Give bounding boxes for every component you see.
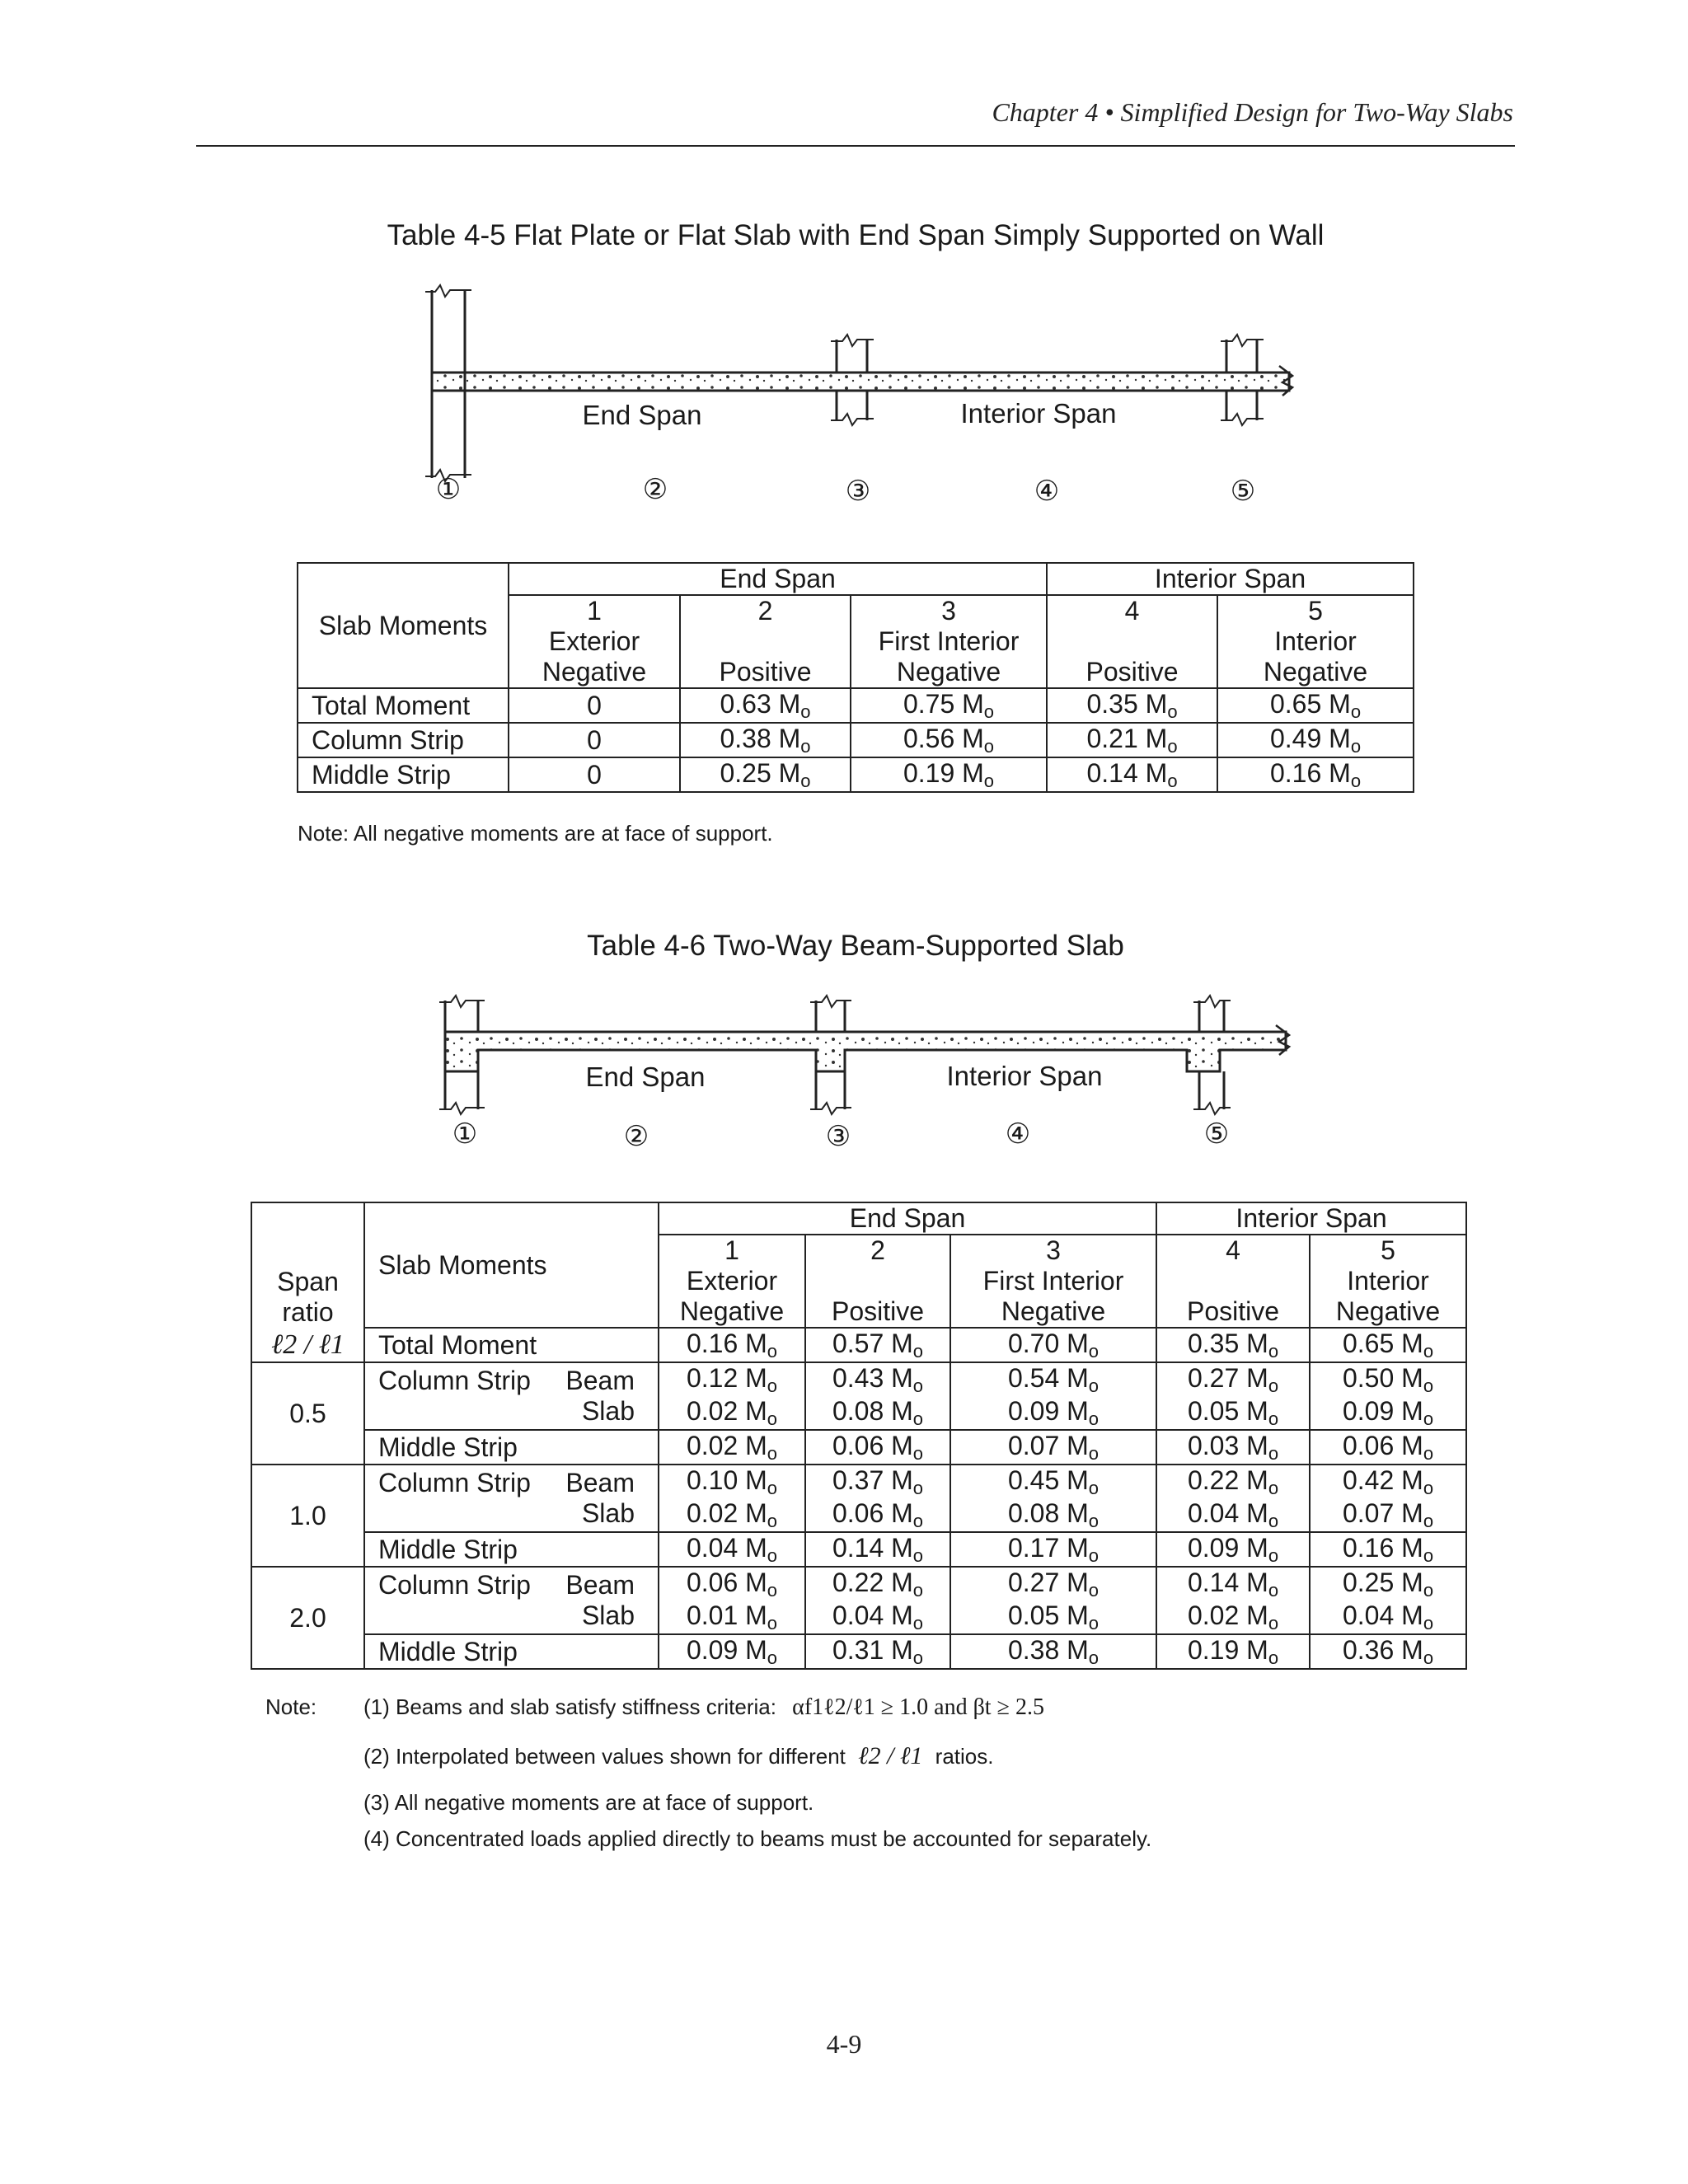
interior-span-header: Interior Span: [1156, 1202, 1466, 1235]
cell: 0.09 Mo: [659, 1634, 805, 1669]
slab-moments-header: Slab Moments: [298, 563, 509, 688]
marker-5: ⑤: [1203, 1118, 1230, 1150]
interior-span-label: Interior Span: [946, 1061, 1103, 1091]
marker-5: ⑤: [1230, 476, 1256, 507]
row-label: Total Moment: [298, 688, 509, 723]
col-header-5: 5 Interior Negative: [1310, 1235, 1466, 1328]
cell: 0.42 Mo 0.07 Mo: [1310, 1465, 1466, 1532]
cell: 0.27 Mo 0.05 Mo: [1156, 1362, 1310, 1430]
table-4-5-title: Table 4-5 Flat Plate or Flat Slab with End Span Simply Supported on Wall: [387, 219, 1325, 251]
cell: 0.04 Mo: [659, 1532, 805, 1567]
cell: 0.12 Mo 0.02 Mo: [659, 1362, 805, 1430]
cell: 0.16 Mo: [1310, 1532, 1466, 1567]
cell: 0.63 Mo: [680, 688, 851, 723]
table-4-5-diagram: [412, 280, 1319, 527]
cell: 0.22 Mo 0.04 Mo: [805, 1567, 950, 1634]
cell: 0.16 Mo: [659, 1328, 805, 1362]
end-span-label: End Span: [582, 400, 702, 430]
cell: 0.65 Mo: [1217, 688, 1414, 723]
cell: 0.14 Mo 0.02 Mo: [1156, 1567, 1310, 1634]
column-strip-label: Column Strip Beam Slab: [364, 1362, 659, 1430]
cell: 0.70 Mo: [950, 1328, 1156, 1362]
table-4-5-note: Note: All negative moments are at face of support.: [298, 821, 773, 846]
notes-label: Note:: [265, 1694, 317, 1719]
marker-4: ④: [1034, 476, 1060, 507]
end-span-label: End Span: [585, 1062, 706, 1092]
note-2: (2) Interpolated between values shown for different ℓ2 / ℓ1 ratios.: [363, 1742, 994, 1769]
col-header-3: 3 First Interior Negative: [950, 1235, 1156, 1328]
cell: 0: [509, 723, 680, 757]
marker-2: ②: [623, 1121, 649, 1152]
cell: 0.57 Mo: [805, 1328, 950, 1362]
col-header-1: 1 Exterior Negative: [659, 1235, 805, 1328]
cell: 0.45 Mo 0.08 Mo: [950, 1465, 1156, 1532]
row-label: Middle Strip: [364, 1532, 659, 1567]
cell: 0.35 Mo: [1156, 1328, 1310, 1362]
cell: 0.35 Mo: [1047, 688, 1217, 723]
header-rule: [196, 145, 1515, 147]
row-label: Total Moment: [364, 1328, 659, 1362]
note-4: (4) Concentrated loads applied directly to beams must be accounted for separately.: [363, 1826, 1152, 1851]
cell: 0.06 Mo: [805, 1430, 950, 1465]
ratio-symbol: ℓ2 / ℓ1: [251, 1328, 364, 1362]
table-row: [251, 1362, 1466, 1430]
span-ratio-value: 0.5: [251, 1362, 364, 1465]
row-label: Middle Strip: [364, 1634, 659, 1669]
table-row: [251, 1465, 1466, 1532]
row-label: Middle Strip: [298, 757, 509, 792]
col-header-2: 2 Positive: [680, 595, 851, 688]
cell: 0.14 Mo: [805, 1532, 950, 1567]
span-ratio-header: Span ratio: [251, 1202, 364, 1328]
cell: 0.17 Mo: [950, 1532, 1156, 1567]
cell: 0.25 Mo 0.04 Mo: [1310, 1567, 1466, 1634]
cell: 0.19 Mo: [851, 757, 1047, 792]
marker-1: ①: [435, 474, 462, 505]
row-label: Middle Strip: [364, 1430, 659, 1465]
running-head: Chapter 4 • Simplified Design for Two-Way Slabs: [992, 97, 1513, 127]
note-3: (3) All negative moments are at face of support.: [363, 1790, 814, 1815]
span-ratio-value: 2.0: [251, 1567, 364, 1669]
table-row: [298, 688, 1414, 723]
note-1-formula: αf1ℓ2/ℓ1 ≥ 1.0 and βt ≥ 2.5: [792, 1694, 1044, 1720]
cell: 0.65 Mo: [1310, 1328, 1466, 1362]
col-header-3: 3 First Interior Negative: [851, 595, 1047, 688]
cell: 0.75 Mo: [851, 688, 1047, 723]
cell: 0.38 Mo: [950, 1634, 1156, 1669]
cell: 0.21 Mo: [1047, 723, 1217, 757]
cell: 0.56 Mo: [851, 723, 1047, 757]
cell: 0.06 Mo 0.01 Mo: [659, 1567, 805, 1634]
marker-1: ①: [452, 1118, 478, 1150]
cell: 0.03 Mo: [1156, 1430, 1310, 1465]
column-strip-label: Column Strip Beam Slab: [364, 1465, 659, 1532]
cell: 0.07 Mo: [950, 1430, 1156, 1465]
cell: 0: [509, 757, 680, 792]
cell: 0.25 Mo: [680, 757, 851, 792]
marker-3: ③: [845, 476, 871, 507]
span-ratio-value: 1.0: [251, 1465, 364, 1567]
cell: 0.14 Mo: [1047, 757, 1217, 792]
cell: 0.10 Mo 0.02 Mo: [659, 1465, 805, 1532]
table-row: [251, 1532, 1466, 1567]
cell: 0: [509, 688, 680, 723]
table-row: [251, 1430, 1466, 1465]
cell: 0.16 Mo: [1217, 757, 1414, 792]
col-header-4: 4 Positive: [1047, 595, 1217, 688]
col-header-2: 2 Positive: [805, 1235, 950, 1328]
end-span-header: End Span: [509, 563, 1047, 595]
flat-slab: [432, 366, 1292, 396]
cell: 0.49 Mo: [1217, 723, 1414, 757]
col-header-5: 5 Interior Negative: [1217, 595, 1414, 688]
cell: 0.27 Mo 0.05 Mo: [950, 1567, 1156, 1634]
cell: 0.06 Mo: [1310, 1430, 1466, 1465]
beam-slab: [445, 1025, 1289, 1071]
table-row: [298, 757, 1414, 792]
table-row: [298, 723, 1414, 757]
marker-2: ②: [642, 474, 668, 505]
cell: 0.50 Mo 0.09 Mo: [1310, 1362, 1466, 1430]
table-4-5: [297, 562, 1414, 793]
note-1: (1) Beams and slab satisfy stiffness criteria: αf1ℓ2/ℓ1 ≥ 1.0 and βt ≥ 2.5: [363, 1694, 1044, 1720]
cell: 0.37 Mo 0.06 Mo: [805, 1465, 950, 1532]
row-label: Column Strip: [298, 723, 509, 757]
interior-span-label: Interior Span: [960, 398, 1117, 429]
cell: 0.54 Mo 0.09 Mo: [950, 1362, 1156, 1430]
table-4-6-diagram: [429, 989, 1327, 1162]
slab-moments-header: Slab Moments: [364, 1202, 659, 1328]
col-header-4: 4 Positive: [1156, 1235, 1310, 1328]
cell: 0.43 Mo 0.08 Mo: [805, 1362, 950, 1430]
table-4-6: [251, 1202, 1467, 1670]
end-span-header: End Span: [659, 1202, 1156, 1235]
cell: 0.02 Mo: [659, 1430, 805, 1465]
interior-span-header: Interior Span: [1047, 563, 1414, 595]
column-strip-label: Column Strip Beam Slab: [364, 1567, 659, 1634]
marker-4: ④: [1005, 1118, 1031, 1150]
table-4-6-title: Table 4-6 Two-Way Beam-Supported Slab: [587, 930, 1124, 962]
cell: 0.31 Mo: [805, 1634, 950, 1669]
col-header-1: 1 Exterior Negative: [509, 595, 680, 688]
cell: 0.36 Mo: [1310, 1634, 1466, 1669]
cell: 0.22 Mo 0.04 Mo: [1156, 1465, 1310, 1532]
cell: 0.38 Mo: [680, 723, 851, 757]
note-2-ratio: ℓ2 / ℓ1: [858, 1742, 923, 1769]
table-row: [251, 1328, 1466, 1362]
table-row: [251, 1634, 1466, 1669]
table-row: [251, 1567, 1466, 1634]
page-number: 4-9: [826, 2029, 862, 2059]
cell: 0.19 Mo: [1156, 1634, 1310, 1669]
cell: 0.09 Mo: [1156, 1532, 1310, 1567]
marker-3: ③: [825, 1121, 851, 1152]
